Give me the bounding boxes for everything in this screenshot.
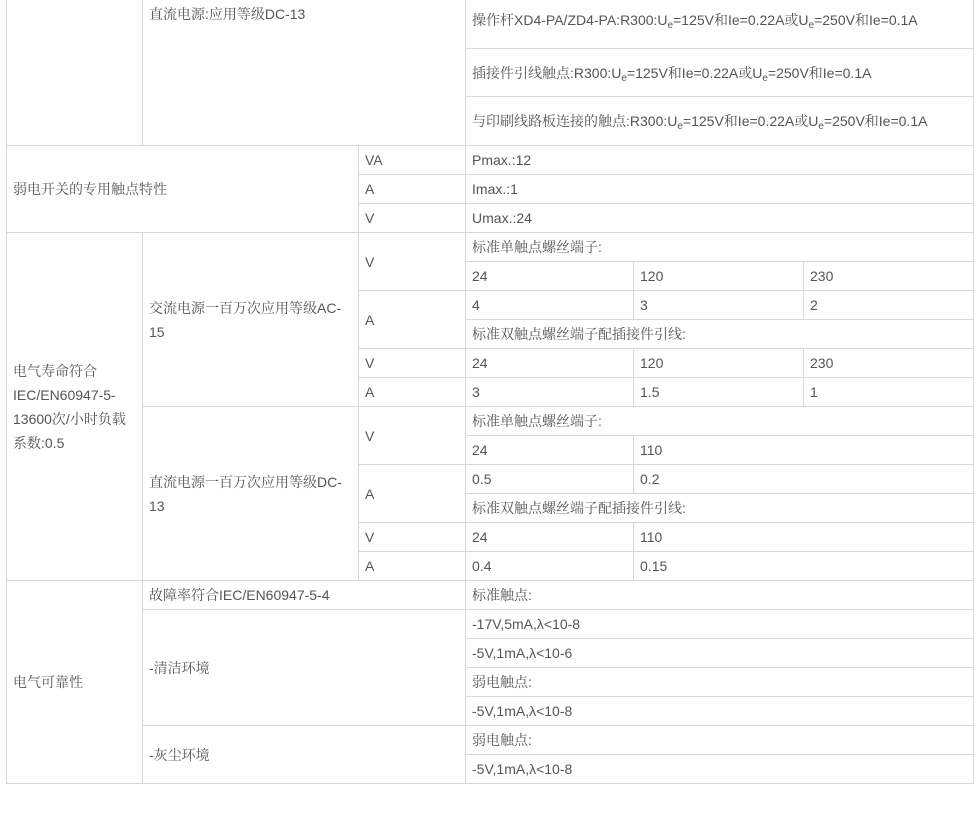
table-row xyxy=(7,233,974,262)
life-label: 电气寿命符合IEC/EN60947-5-13600次/小时负载系数:0.5 xyxy=(7,233,143,581)
unit-cell: V xyxy=(359,349,466,378)
value-cell: 1 xyxy=(804,378,974,407)
value-cell: Pmax.:12 xyxy=(466,146,974,175)
weak-contact-label: 弱电开关的专用触点特性 xyxy=(7,146,359,233)
value-cell: 24 xyxy=(466,523,634,552)
value-cell: -5V,1mA,λ<10-8 xyxy=(466,697,974,726)
table-row xyxy=(7,610,974,639)
dc-life-label: 直流电源一百万次应用等级DC-13 xyxy=(143,407,359,581)
sub-header-cell: 弱电触点: xyxy=(466,668,974,697)
unit-cell: V xyxy=(359,523,466,552)
unit-cell: VA xyxy=(359,146,466,175)
table-row xyxy=(7,0,974,49)
value-cell: Imax.:1 xyxy=(466,175,974,204)
sub-header-cell: 标准触点: xyxy=(466,581,974,610)
spec-category-cell xyxy=(7,0,143,146)
value-cell: 0.4 xyxy=(466,552,634,581)
value-cell: Umax.:24 xyxy=(466,204,974,233)
reliability-label: 电气可靠性 xyxy=(7,581,143,784)
table-row xyxy=(7,407,974,436)
value-cell: -17V,5mA,λ<10-8 xyxy=(466,610,974,639)
value-cell: 230 xyxy=(804,349,974,378)
value-cell: 2 xyxy=(804,291,974,320)
sub-header-cell: 弱电触点: xyxy=(466,726,974,755)
unit-cell: A xyxy=(359,465,466,523)
failure-rate-cell: 故障率符合IEC/EN60947-5-4 xyxy=(143,581,466,610)
value-cell: 1.5 xyxy=(634,378,804,407)
value-cell: 3 xyxy=(634,291,804,320)
unit-cell: A xyxy=(359,175,466,204)
table-row xyxy=(7,581,974,610)
table-row xyxy=(7,146,974,175)
unit-cell: A xyxy=(359,291,466,349)
sub-header-cell: 标准双触点螺丝端子配插接件引线: xyxy=(466,494,974,523)
sub-header-cell: 标准单触点螺丝端子: xyxy=(466,407,974,436)
value-cell: 0.15 xyxy=(634,552,974,581)
value-cell: -5V,1mA,λ<10-6 xyxy=(466,639,974,668)
value-cell: 120 xyxy=(634,349,804,378)
value-cell: 0.5 xyxy=(466,465,634,494)
dc-supply-label: 直流电源:应用等级DC-13 xyxy=(143,0,466,146)
dust-env-label: -灰尘环境 xyxy=(143,726,466,784)
value-cell: 24 xyxy=(466,262,634,291)
value-cell: 24 xyxy=(466,349,634,378)
unit-cell: V xyxy=(359,204,466,233)
dc-rating-row: 与印刷线路板连接的触点$:R300:U_e=125V$和Ie=0.22A或$U_e=250V$和Ie=0.1A xyxy=(466,97,974,146)
unit-cell: A xyxy=(359,552,466,581)
value-cell: 24 xyxy=(466,436,634,465)
value-cell: 4 xyxy=(466,291,634,320)
sub-header-cell: 标准双触点螺丝端子配插接件引线: xyxy=(466,320,974,349)
value-cell: 120 xyxy=(634,262,804,291)
value-cell: 110 xyxy=(634,436,974,465)
sub-header-cell: 标准单触点螺丝端子: xyxy=(466,233,974,262)
table-row xyxy=(7,726,974,755)
ac-life-label: 交流电源一百万次应用等级AC-15 xyxy=(143,233,359,407)
clean-env-label: -清洁环境 xyxy=(143,610,466,726)
dc-rating-row: 插接件引线触点$:R300:U_e=125V$和Ie=0.22A或$U_e=250V$和Ie=0.1A xyxy=(466,49,974,97)
dc-rating-row: 操作杆$XD4-PA/ZD4-PA:R300:U_e=125V$和Ie=0.22A或$U_e=250V$和Ie=0.1A xyxy=(466,0,974,49)
value-cell: -5V,1mA,λ<10-8 xyxy=(466,755,974,784)
unit-cell: V xyxy=(359,233,466,291)
value-cell: 110 xyxy=(634,523,974,552)
value-cell: 230 xyxy=(804,262,974,291)
unit-cell: A xyxy=(359,378,466,407)
spec-table xyxy=(6,0,974,784)
value-cell: 3 xyxy=(466,378,634,407)
unit-cell: V xyxy=(359,407,466,465)
value-cell: 0.2 xyxy=(634,465,974,494)
